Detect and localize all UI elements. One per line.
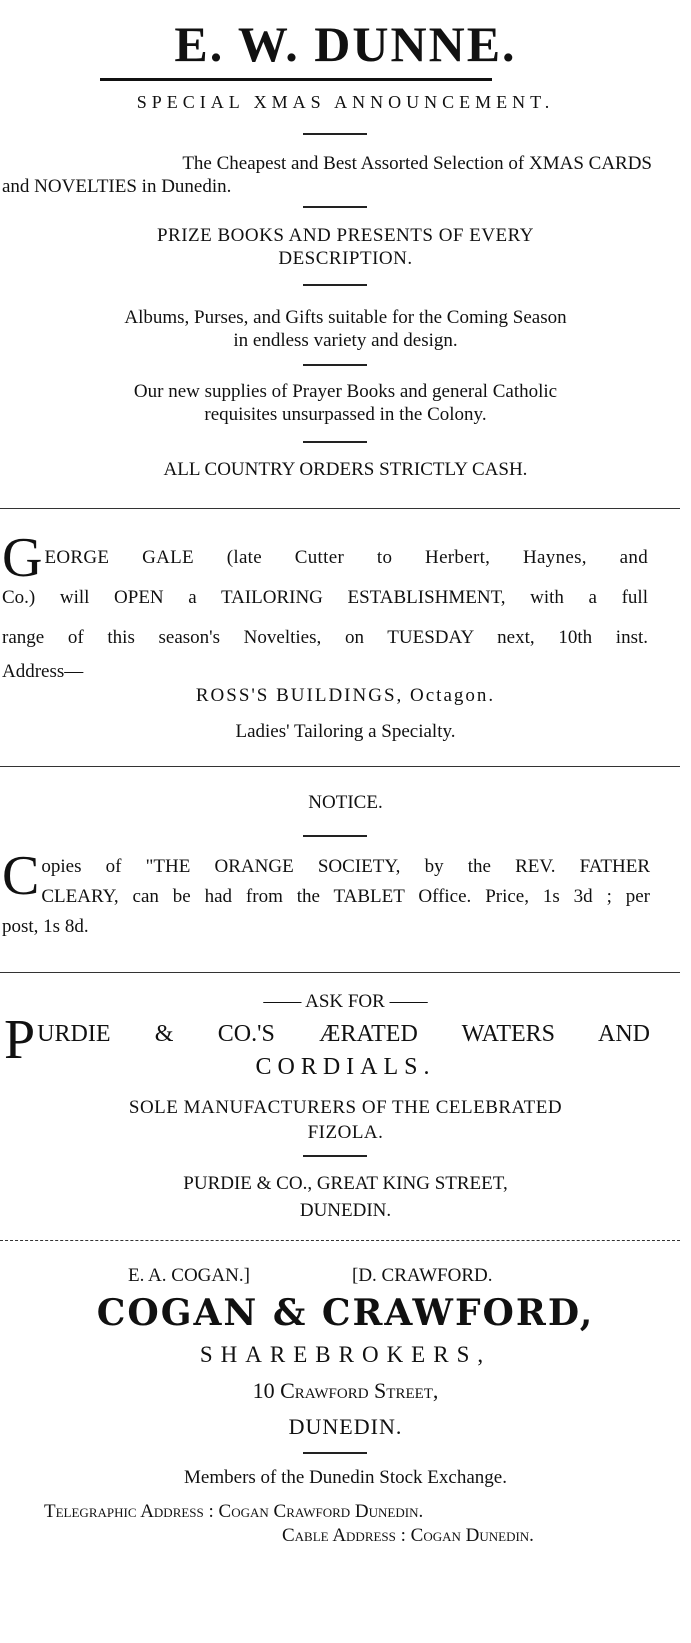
gale-advertisement: GEORGE GALE (late Cutter to Herbert, Haynes, and Co.) will OPEN a TAILORING ESTABLISHMENT, with a full range of this season's Novelties, on TUESDAY next, 10th inst. [2, 527, 648, 648]
gale-dropcap: G [2, 527, 43, 589]
section-divider [0, 972, 680, 973]
divider [303, 441, 367, 443]
gale-specialty: Ladies' Tailoring a Specialty. [235, 721, 456, 742]
firm-name: COGAN & CRAWFORD, [96, 1292, 595, 1334]
telegraphic-address: Telegraphic Address : Cogan Crawford Dunedin. [44, 1501, 424, 1522]
purdie-cordials: CORDIALS. [255, 1054, 436, 1080]
divider [303, 1452, 367, 1454]
cable-address: Cable Address : Cogan Dunedin. [282, 1525, 534, 1546]
divider [303, 364, 367, 366]
notice-heading: NOTICE. [308, 792, 383, 813]
albums-paragraph: Albums, Purses, and Gifts suitable for the Coming Season in endless variety and design. [124, 307, 567, 351]
purdie-line-1: PURDIE & CO.'S ÆRATED WATERS AND [4, 1009, 650, 1071]
purdie-dropcap: P [4, 1009, 36, 1071]
dunne-title: E. W. DUNNE. [174, 16, 517, 72]
gale-address: ROSS'S BUILDINGS, Octagon. [195, 685, 496, 706]
partner-cogan: E. A. COGAN.] [128, 1265, 250, 1286]
xmas-announcement: SPECIAL XMAS ANNOUNCEMENT. [136, 92, 555, 112]
section-divider [0, 766, 680, 767]
stock-exchange-members: Members of the Dunedin Stock Exchange. [184, 1467, 507, 1488]
divider [303, 133, 367, 135]
divider [303, 206, 367, 208]
prayer-books-paragraph: Our new supplies of Prayer Books and general Catholic requisites unsurpassed in the Colony. [133, 381, 558, 425]
city: DUNEDIN. [288, 1414, 403, 1439]
gale-address-label: Address— [2, 661, 84, 682]
cards-paragraph: The Cheapest and Best Assorted Selection of XMAS CARDS and NOVELTIES in Dunedin. [2, 153, 652, 197]
title-underline [100, 78, 492, 81]
ask-for: —— ASK FOR —— [263, 991, 428, 1012]
notice-paragraph: Copies of "THE ORANGE SOCIETY, by the REV. FATHER CLEARY, can be had from the TABLET Office. Price, 1s 3d ; per post, 1s 8d. [2, 845, 650, 937]
gale-line-1: GEORGE GALE (late Cutter to Herbert, Haynes, and [2, 527, 648, 589]
divider [303, 1155, 367, 1157]
partner-crawford: [D. CRAWFORD. [352, 1265, 493, 1286]
notice-line-1: Copies of "THE ORANGE SOCIETY, by the REV. FATHER [2, 845, 650, 907]
section-divider [0, 508, 680, 509]
cash-notice: ALL COUNTRY ORDERS STRICTLY CASH. [163, 459, 528, 480]
street-address: 10 Crawford Street, [252, 1378, 439, 1403]
prize-books: PRIZE BOOKS AND PRESENTS OF EVERY DESCRIPTION. [156, 225, 535, 269]
divider [303, 284, 367, 286]
divider [303, 835, 367, 837]
section-divider [0, 1240, 680, 1241]
sole-manufacturers: SOLE MANUFACTURERS OF THE CELEBRATED FIZOLA. [128, 1097, 563, 1143]
notice-dropcap: C [2, 845, 40, 907]
purdie-address: PURDIE & CO., GREAT KING STREET, DUNEDIN. [183, 1173, 508, 1221]
profession: SHAREBROKERS, [199, 1342, 492, 1367]
